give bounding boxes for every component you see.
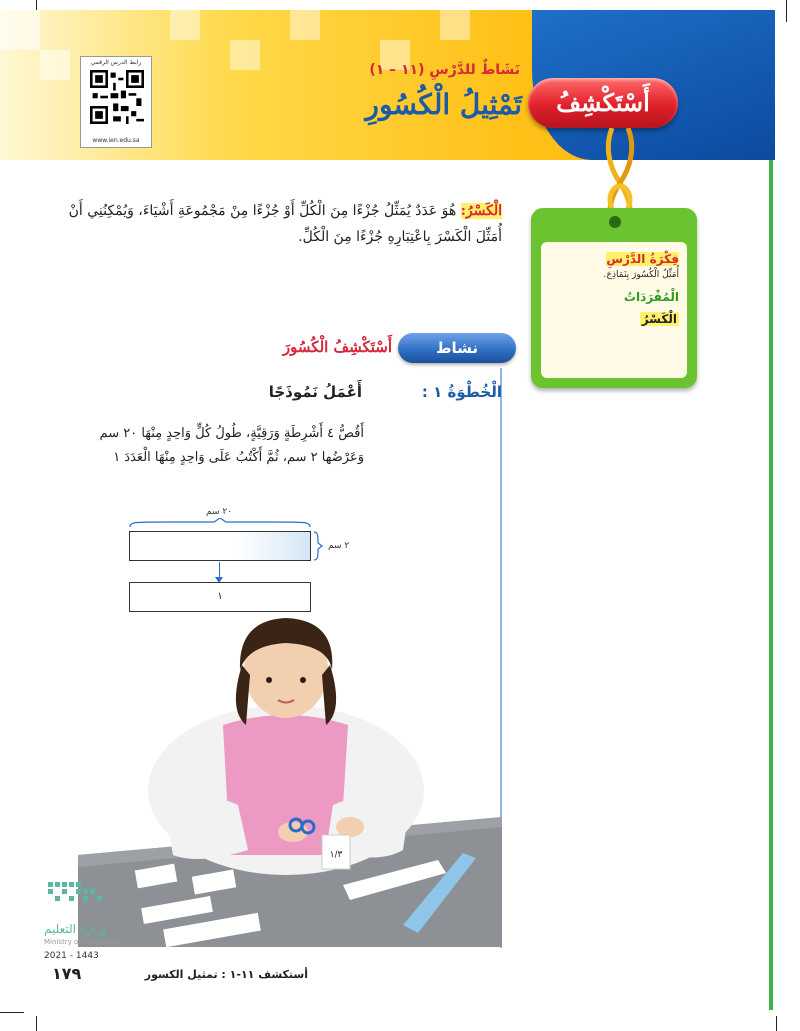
strip-width-label: ٢ سم [328,541,350,551]
vocabulary-heading: الْمُفْرَدَاتُ [623,290,679,304]
crop-mark [36,1016,37,1031]
lesson-title: تَمْثِيلُ الْكُسُورِ [365,88,522,121]
activity-badge: نشاط [398,333,516,363]
step-title: أَعْمَلُ نَمُوذَجًا [268,383,362,401]
pixel-decoration [290,10,320,40]
numbered-strip [129,582,311,612]
lesson-idea-text: أُمَثِّلُ الْكُسُورَ بِنَمَاذِجَ. [603,270,679,280]
strip-length-label: ٢٠ سم [206,507,233,517]
definition-term: الْكَسْرُ: [460,203,502,219]
ministry-name-arabic: وزارة التعليم [44,922,107,936]
step-text: أَقُصُّ ٤ أَشْرِطَةٍ وَرَقِيَّةٍ، طُولُ كُلٍّ وَاحِدٍ مِنْهَا ٢٠ سم وَعَرْضُها ٢ سم، ثُمَّ أَكْتُبُ عَلَى وَاحِدٍ مِنْهَا الْعَدَدَ ١ [99,426,364,465]
pixel-decoration [40,50,70,80]
strip-number: ١ [217,591,223,602]
card-fraction: ١/٣ [329,850,343,860]
definition-body: هُوَ عَدَدٌ يُمَثِّلُ جُزْءًا مِنَ الْكُلِّ أَوْ جُزْءًا مِنْ مَجْمُوعَةِ أَشْيَاءَ، وَيُمْكِنُنِي أَنْ أُمَثِّلَ الْكَسْرَ بِاعْتِبَارِهِ جُزْءًا مِنَ الْكُلِّ. [68,203,502,245]
ministry-name-english: Ministry of Education [44,938,118,946]
length-bracket [129,518,311,528]
qr-code-icon [90,70,144,124]
qr-code-box[interactable] [80,56,152,148]
page-number: ١٧٩ [52,964,82,983]
qr-url: www.ien.edu.sa [92,137,140,144]
pixel-decoration [170,10,200,40]
crop-mark [776,1016,777,1031]
lesson-idea-card [531,208,697,388]
footer-lesson-text: أستكشف ١١-١ : تمثيل الكسور [144,968,308,981]
pixel-decoration [0,10,40,50]
page-edge-line [769,160,773,1010]
fraction-definition [60,198,502,250]
card-hole [609,216,621,228]
activity-title: أَسْتَكْشِفُ الْكُسُورَ [282,338,392,356]
vocabulary-term: الْكَسْرُ [641,312,677,326]
qr-caption: رابط الدرس الرقمي [90,59,142,66]
crop-mark [786,0,787,22]
crop-mark [0,1012,24,1013]
edition-year: 2021 - 1443 [44,951,99,961]
lesson-idea-heading [549,252,679,266]
pixel-decoration [440,10,470,40]
girl-cutting-paper-photo [78,615,502,947]
paper-strip [129,531,311,561]
width-bracket [313,531,323,561]
lesson-idea-inner [541,242,687,378]
lesson-idea-heading-text: فِكْرَةُ الدَّرْسِ [606,252,679,266]
activity-tag: نَشَاطٌ للدَّرْسِ (١١ – ١) [369,62,520,78]
pixel-decoration [230,40,260,70]
step-label: الْخُطْوَةُ ١ : [421,383,502,401]
explore-badge: أَسْتَكْشِفُ [528,78,678,128]
